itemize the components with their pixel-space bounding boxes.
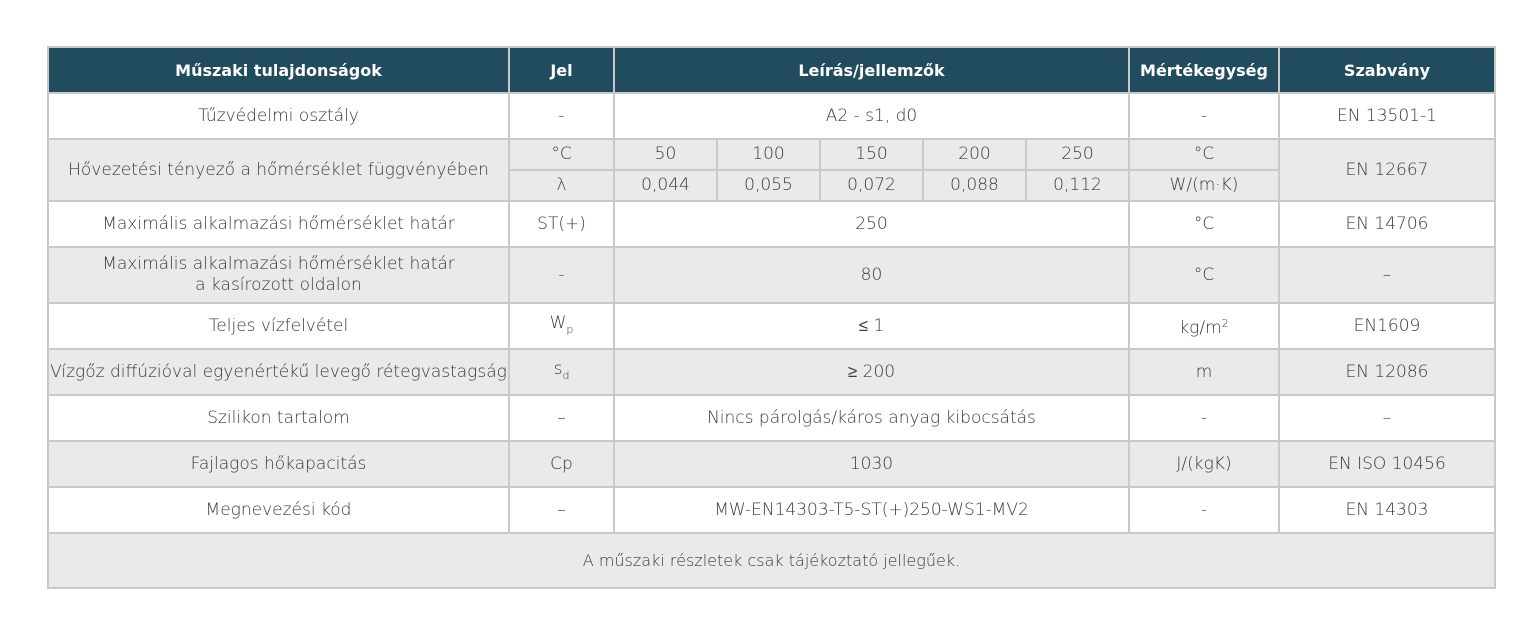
cell-lambda-3: 0,072 (820, 170, 923, 201)
cell-description: MW-EN14303-T5-ST(+)250-WS1-MV2 (614, 487, 1129, 533)
symbol-main: W (549, 312, 567, 333)
cell-lambda-1: 0,044 (614, 170, 717, 201)
cell-property-line2: a kasírozott oldalon (195, 275, 362, 295)
cell-description: 80 (614, 247, 1129, 303)
table-footer-row (48, 533, 1495, 588)
cell-property: Maximális alkalmazási hőmérséklet határ (48, 201, 509, 247)
cell-description: 250 (614, 201, 1129, 247)
cell-standard: – (1279, 247, 1495, 303)
cell-temp-4: 200 (923, 139, 1026, 170)
cell-symbol: – (509, 395, 614, 441)
cell-standard: – (1279, 395, 1495, 441)
unit-main: kg/m (1179, 318, 1222, 338)
cell-property (48, 247, 509, 303)
cell-standard: EN1609 (1279, 303, 1495, 349)
cell-lambda-2: 0,055 (717, 170, 820, 201)
cell-description: ≤ 1 (614, 303, 1129, 349)
table-row-max-temp (48, 201, 1495, 247)
header-property: Műszaki tulajdonságok (48, 47, 509, 93)
cell-standard: EN 12086 (1279, 349, 1495, 395)
cell-standard: EN 14303 (1279, 487, 1495, 533)
cell-unit (1129, 303, 1279, 349)
cell-symbol (509, 303, 614, 349)
table-row-max-temp-faced (48, 247, 1495, 303)
footer-note: A műszaki részletek csak tájékoztató jellegűek. (48, 533, 1495, 588)
table-row-water-absorption (48, 303, 1495, 349)
header-symbol: Jel (509, 47, 614, 93)
table-row-silicone (48, 395, 1495, 441)
cell-symbol: - (509, 93, 614, 139)
header-description: Leírás/jellemzők (614, 47, 1129, 93)
cell-symbol (509, 349, 614, 395)
table-row-heat-capacity (48, 441, 1495, 487)
unit-superscript: 2 (1221, 317, 1229, 330)
symbol-subscript: d (562, 368, 570, 382)
symbol-main: s (553, 358, 563, 379)
header-standard: Szabvány (1279, 47, 1495, 93)
table-row-conductivity-temps (48, 139, 1495, 170)
cell-symbol-temp: °C (509, 139, 614, 170)
cell-description: 1030 (614, 441, 1129, 487)
cell-unit-temp: °C (1129, 139, 1279, 170)
cell-unit: - (1129, 487, 1279, 533)
cell-description: ≥ 200 (614, 349, 1129, 395)
table-header-row (48, 47, 1495, 93)
table-row-fire-class (48, 93, 1495, 139)
cell-symbol: - (509, 247, 614, 303)
cell-property: Megnevezési kód (48, 487, 509, 533)
cell-symbol: ST(+) (509, 201, 614, 247)
cell-temp-5: 250 (1026, 139, 1129, 170)
cell-symbol-lambda: λ (509, 170, 614, 201)
cell-description: Nincs párolgás/káros anyag kibocsátás (614, 395, 1129, 441)
cell-temp-1: 50 (614, 139, 717, 170)
cell-property-line1: Maximális alkalmazási hőmérséklet határ (102, 254, 455, 274)
table-row-vapour-diffusion (48, 349, 1495, 395)
cell-unit: °C (1129, 247, 1279, 303)
cell-lambda-5: 0,112 (1026, 170, 1129, 201)
symbol-subscript: p (566, 322, 574, 336)
cell-standard: EN 13501-1 (1279, 93, 1495, 139)
cell-standard: EN ISO 10456 (1279, 441, 1495, 487)
cell-standard: EN 12667 (1279, 139, 1495, 201)
cell-symbol: – (509, 487, 614, 533)
cell-property: Szilikon tartalom (48, 395, 509, 441)
cell-lambda-4: 0,088 (923, 170, 1026, 201)
cell-property: Vízgőz diffúzióval egyenértékű levegő rétegvastagság (48, 349, 509, 395)
cell-unit: - (1129, 93, 1279, 139)
cell-unit: - (1129, 395, 1279, 441)
cell-unit: m (1129, 349, 1279, 395)
cell-temp-2: 100 (717, 139, 820, 170)
header-unit: Mértékegység (1129, 47, 1279, 93)
cell-temp-3: 150 (820, 139, 923, 170)
technical-specs-table (47, 46, 1496, 589)
cell-property: Teljes vízfelvétel (48, 303, 509, 349)
cell-standard: EN 14706 (1279, 201, 1495, 247)
cell-property: Fajlagos hőkapacitás (48, 441, 509, 487)
cell-property: Tűzvédelmi osztály (48, 93, 509, 139)
cell-unit: J/(kgK) (1129, 441, 1279, 487)
cell-description: A2 - s1, d0 (614, 93, 1129, 139)
cell-unit: °C (1129, 201, 1279, 247)
cell-symbol: Cp (509, 441, 614, 487)
table-row-designation-code (48, 487, 1495, 533)
cell-property: Hővezetési tényező a hőmérséklet függvényében (48, 139, 509, 201)
cell-unit-lambda: W/(m·K) (1129, 170, 1279, 201)
